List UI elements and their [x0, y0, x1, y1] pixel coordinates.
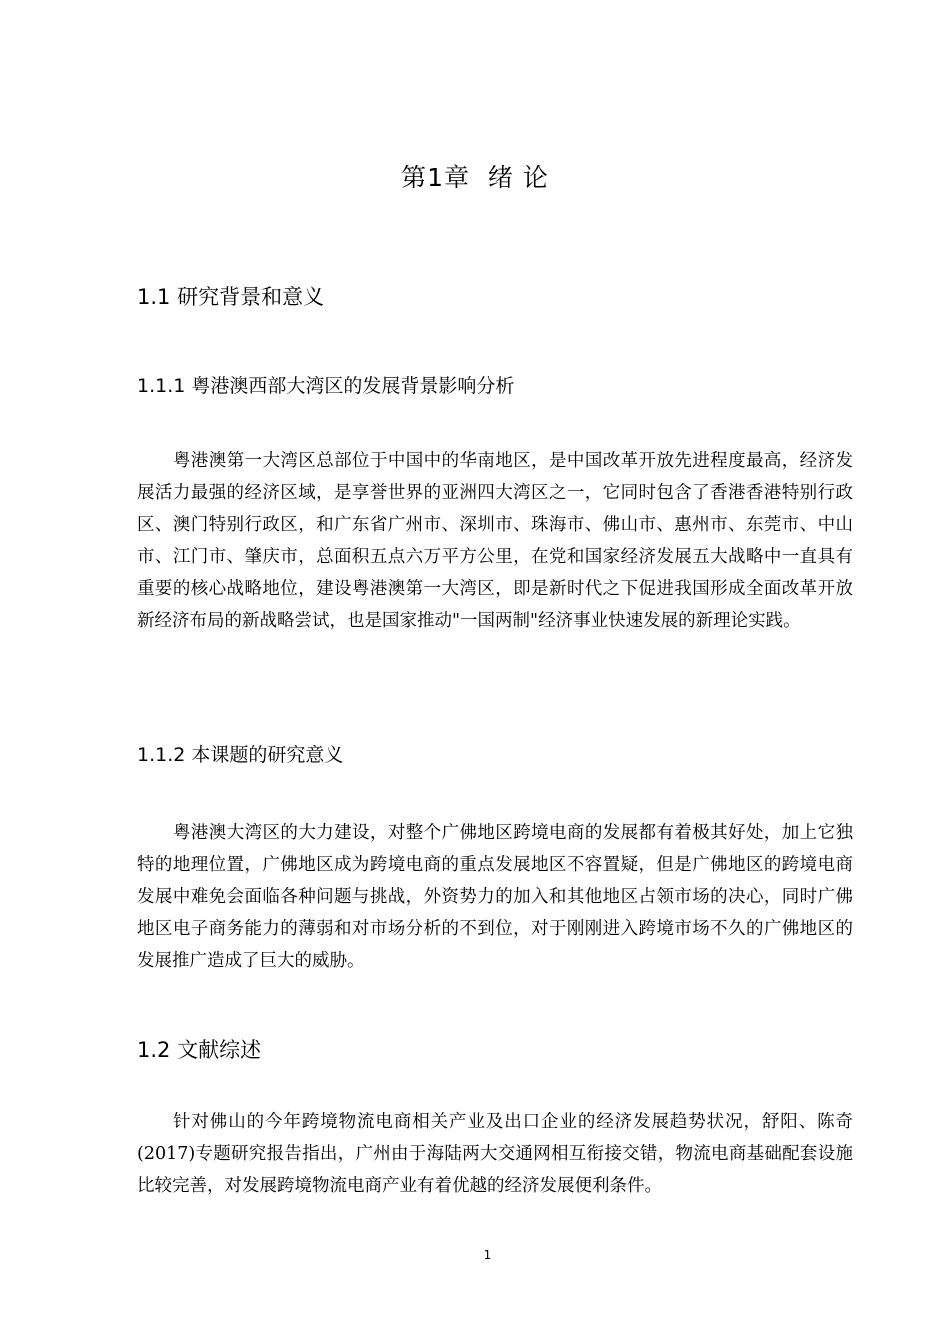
- chapter-title: 第1章 绪 论: [401, 163, 549, 192]
- section-heading-1-1-2: 1.1.2 本课题的研究意义: [137, 744, 344, 766]
- page-number: 1: [483, 1248, 492, 1262]
- paragraph-1-1-1: 粤港澳第一大湾区总部位于中国中的华南地区，是中国改革开放先进程度最高，经济发展活力最强的经济区域，是享誉世界的亚洲四大湾区之一，它同时包含了香港香港特别行政区、澳门特别行政区，和广东省广州市、深圳市、珠海市、佛山市、惠州市、东莞市、中山市、江门市、肇庆市，总面积五点六万平方公里，在党和国家经济发展五大战略中一直具有重要的核心战略地位，建设粤港澳第一大湾区，即是新时代之下促进我国形成全面改革开放新经济布局的新战略尝试，也是国家推动"一国两制"经济事业快速发展的新理论实践。: [137, 451, 853, 631]
- paragraph-1-1-2: 粤港澳大湾区的大力建设，对整个广佛地区跨境电商的发展都有着极其好处，加上它独特的地理位置，广佛地区成为跨境电商的重点发展地区不容置疑，但是广佛地区的跨境电商发展中难免会面临各种问题与挑战，外资势力的加入和其他地区占领市场的决心，同时广佛地区电子商务能力的薄弱和对市场分析的不到位，对于刚刚进入跨境市场不久的广佛地区的发展推广造成了巨大的威胁。: [137, 823, 853, 971]
- section-heading-1-1-1: 1.1.1 粤港澳西部大湾区的发展背景影响分析: [137, 375, 515, 397]
- paragraph-1-2: 针对佛山的今年跨境物流电商相关产业及出口企业的经济发展趋势状况，舒阳、陈奇(2017)专题研究报告指出，广州由于海陆两大交通网相互衔接交错，物流电商基础配套设施比较完善，对发展跨境物流电商产业有着优越的经济发展便利条件。: [137, 1112, 853, 1196]
- section-heading-1-2: 1.2 文献综述: [137, 1038, 262, 1062]
- section-heading-1-1: 1.1 研究背景和意义: [137, 285, 325, 309]
